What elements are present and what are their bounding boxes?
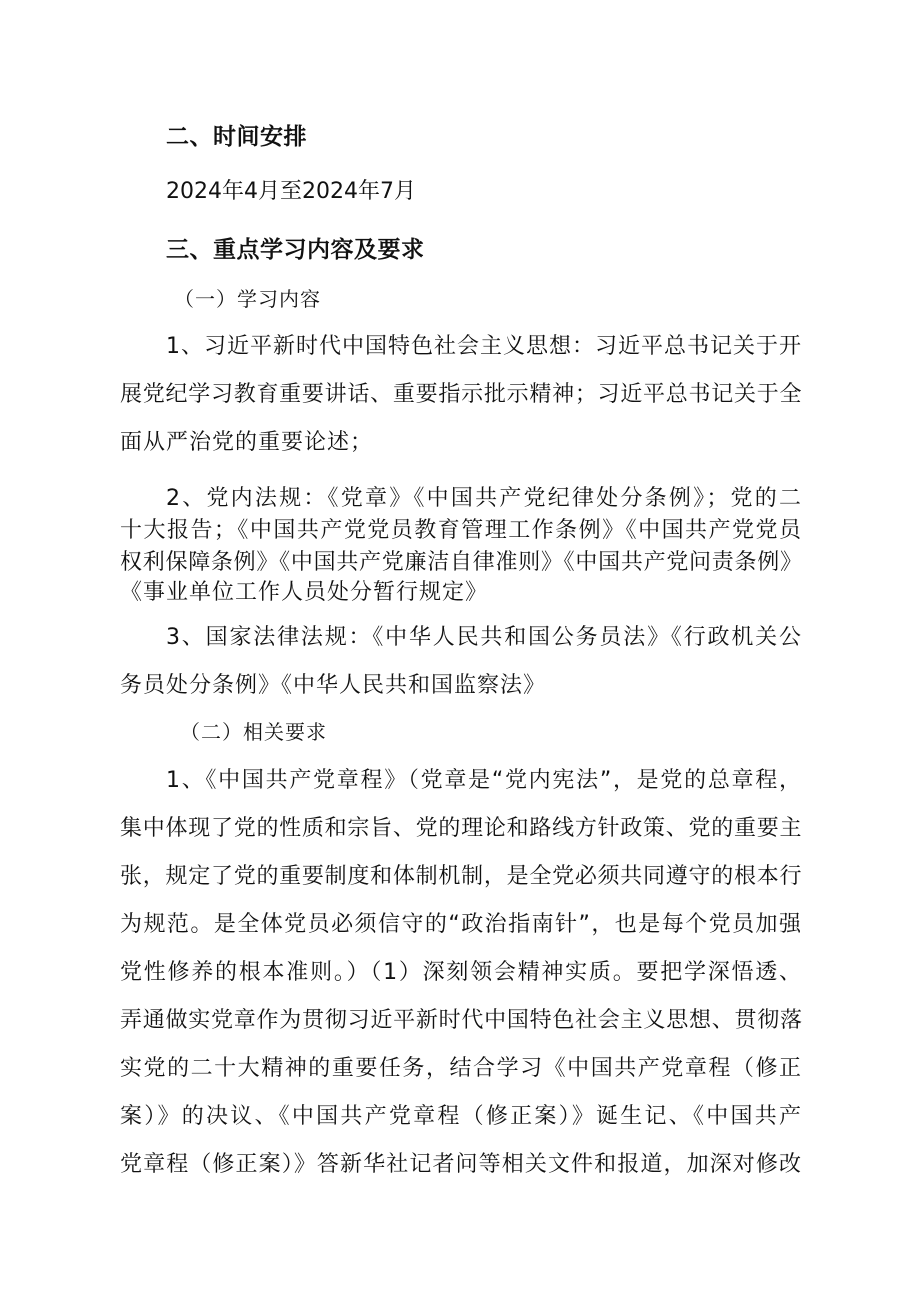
paragraph-line: 为规范。是全体党员必须信守的“政治指南针”，也是每个党员加强 <box>120 912 802 937</box>
subsection-title-requirements: （二）相关要求 <box>180 720 327 744</box>
schedule-date-range: 2024年4月至2024年7月 <box>166 179 416 204</box>
paragraph-line: 案）》的决议、《中国共产党章程（修正案）》诞生记、《中国共产 <box>120 1104 802 1129</box>
paragraph-line: 党性修养的根本准则。）（1）深刻领会精神实质。要把学深悟透、 <box>120 960 802 985</box>
section-heading-schedule: 二、时间安排 <box>166 124 307 150</box>
paragraph-line: 张，规定了党的重要制度和体制机制，是全党必须共同遵守的根本行 <box>120 864 802 889</box>
paragraph-line: 2、党内法规：《党章》《中国共产党纪律处分条例》；党的二 <box>166 486 802 511</box>
paragraph-line: 务员处分条例》《中华人民共和国监察法》 <box>120 673 547 698</box>
paragraph-line: 3、国家法律法规：《中华人民共和国公务员法》《行政机关公 <box>166 625 802 650</box>
paragraph-line: 实党的二十大精神的重要任务，结合学习《中国共产党章程（修正 <box>120 1056 802 1081</box>
paragraph-line: 党章程（修正案）》答新华社记者问等相关文件和报道，加深对修改 <box>120 1152 802 1177</box>
paragraph-line: 权利保障条例》《中国共产党廉洁自律准则》《中国共产党问责条例》 <box>120 550 802 575</box>
paragraph-line: 集中体现了党的性质和宗旨、党的理论和路线方针政策、党的重要主 <box>120 816 802 841</box>
paragraph-line: 1、《中国共产党章程》（党章是“党内宪法”，是党的总章程， <box>166 768 802 793</box>
paragraph-line: 《事业单位工作人员处分暂行规定》 <box>120 580 489 605</box>
paragraph-line: 展党纪学习教育重要讲话、重要指示批示精神；习近平总书记关于全 <box>120 382 802 407</box>
paragraph-line: 1、习近平新时代中国特色社会主义思想：习近平总书记关于开 <box>166 334 802 359</box>
paragraph-line: 弄通做实党章作为贯彻习近平新时代中国特色社会主义思想、贯彻落 <box>120 1008 802 1033</box>
paragraph-line: 十大报告；《中国共产党党员教育管理工作条例》《中国共产党党员 <box>120 518 802 543</box>
subsection-title-study-content: （一）学习内容 <box>174 287 321 311</box>
paragraph-line: 面从严治党的重要论述； <box>120 430 374 455</box>
section-heading-key-content: 三、重点学习内容及要求 <box>166 237 425 263</box>
